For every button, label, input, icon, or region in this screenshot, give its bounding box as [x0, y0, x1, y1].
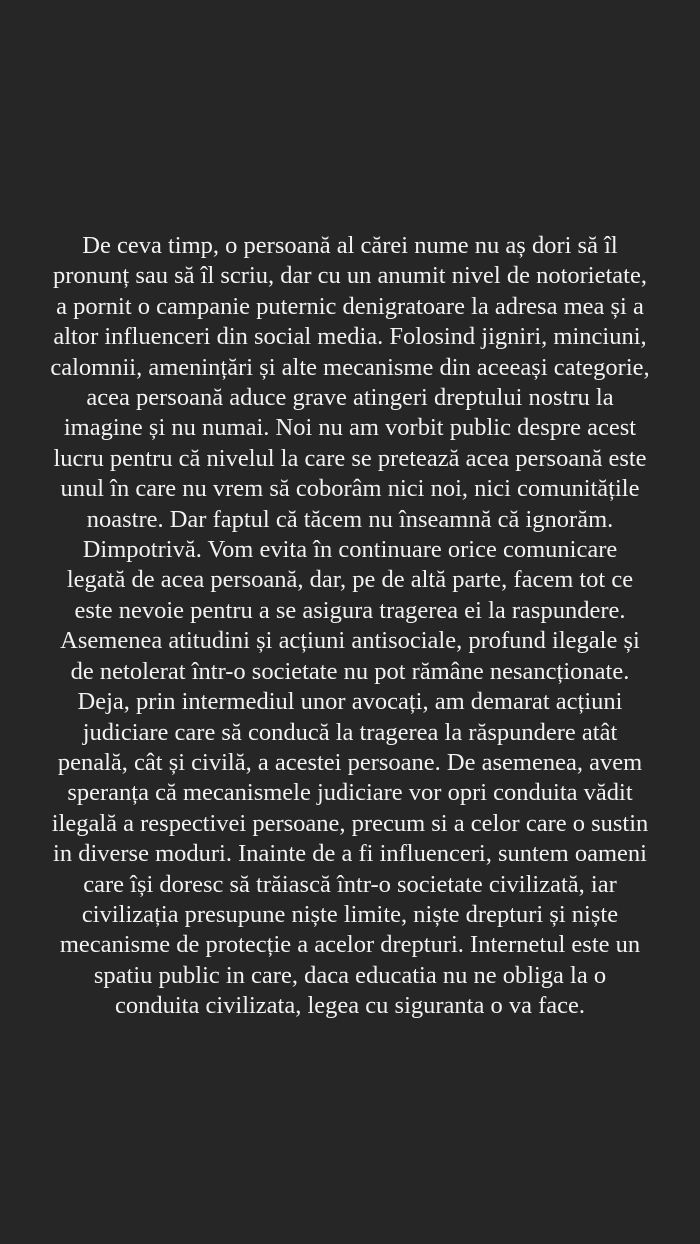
statement-line: noastre. Dar faptul că tăcem nu înseamnă că ignorăm. [86, 505, 614, 533]
statement-line: Deja, prin intermediul unor avocați, am demarat acțiuni [77, 688, 623, 716]
statement-line: in diverse moduri. Inainte de a fi influenceri, suntem oameni [53, 840, 647, 868]
statement-line: unul în care nu vrem să coborâm nici noi, nici comunitățile [60, 475, 640, 503]
statement-line: a pornit o campanie puternic denigratoare la adresa mea și a [56, 292, 644, 320]
statement-line: judiciare care să conducă la tragerea la răspundere atât [82, 718, 618, 746]
statement-line: De ceva timp, o persoană al cărei nume nu aș dori să îl [82, 232, 618, 259]
statement-line: lucru pentru că nivelul la care se pretează acea persoană este [53, 444, 647, 472]
statement-line: acea persoană aduce grave atingeri dreptului nostru la [86, 384, 614, 412]
statement-line: pronunț sau să îl scriu, dar cu un anumit nivel de notorietate, [53, 262, 647, 290]
statement-line: spatiu public in care, daca educatia nu ne obliga la o [93, 961, 607, 989]
statement-line: Asemenea atitudini și acțiuni antisociale, profund ilegale și [60, 627, 640, 655]
statement-line: imagine și nu numai. Noi nu am vorbit public despre acest [63, 414, 637, 442]
statement-line: altor influenceri din social media. Folosind jigniri, minciuni, [53, 323, 647, 351]
statement-line: Dimpotrivă. Vom evita în continuare orice comunicare [82, 536, 618, 564]
statement-line: mecanisme de protecție a acelor drepturi. Internetul este un [59, 931, 641, 959]
statement-line: este nevoie pentru a se asigura tragerea ei la raspundere. [74, 596, 626, 624]
statement-line: care își doresc să trăiască într-o societate civilizată, iar [83, 870, 617, 898]
statement-line: penală, cât și civilă, a acestei persoane. De asemenea, avem [57, 748, 643, 776]
statement-line: calomnii, amenințări și alte mecanisme din aceeași categorie, [50, 353, 650, 381]
statement-line: ilegală a respectivei persoane, precum si a celor care o sustin [51, 809, 649, 837]
story-statement-text [0, 231, 700, 1022]
statement-line: civilizația presupune niște limite, niște drepturi și niște [81, 900, 619, 928]
statement-line: legată de acea persoană, dar, pe de altă parte, facem tot ce [66, 566, 634, 594]
statement-line: conduita civilizata, legea cu siguranta o va face. [114, 992, 586, 1020]
statement-line: speranța că mecanismele judiciare vor opri conduita vădit [67, 779, 633, 807]
statement-line: de netolerat într-o societate nu pot rămâne nesancționate. [70, 657, 630, 685]
